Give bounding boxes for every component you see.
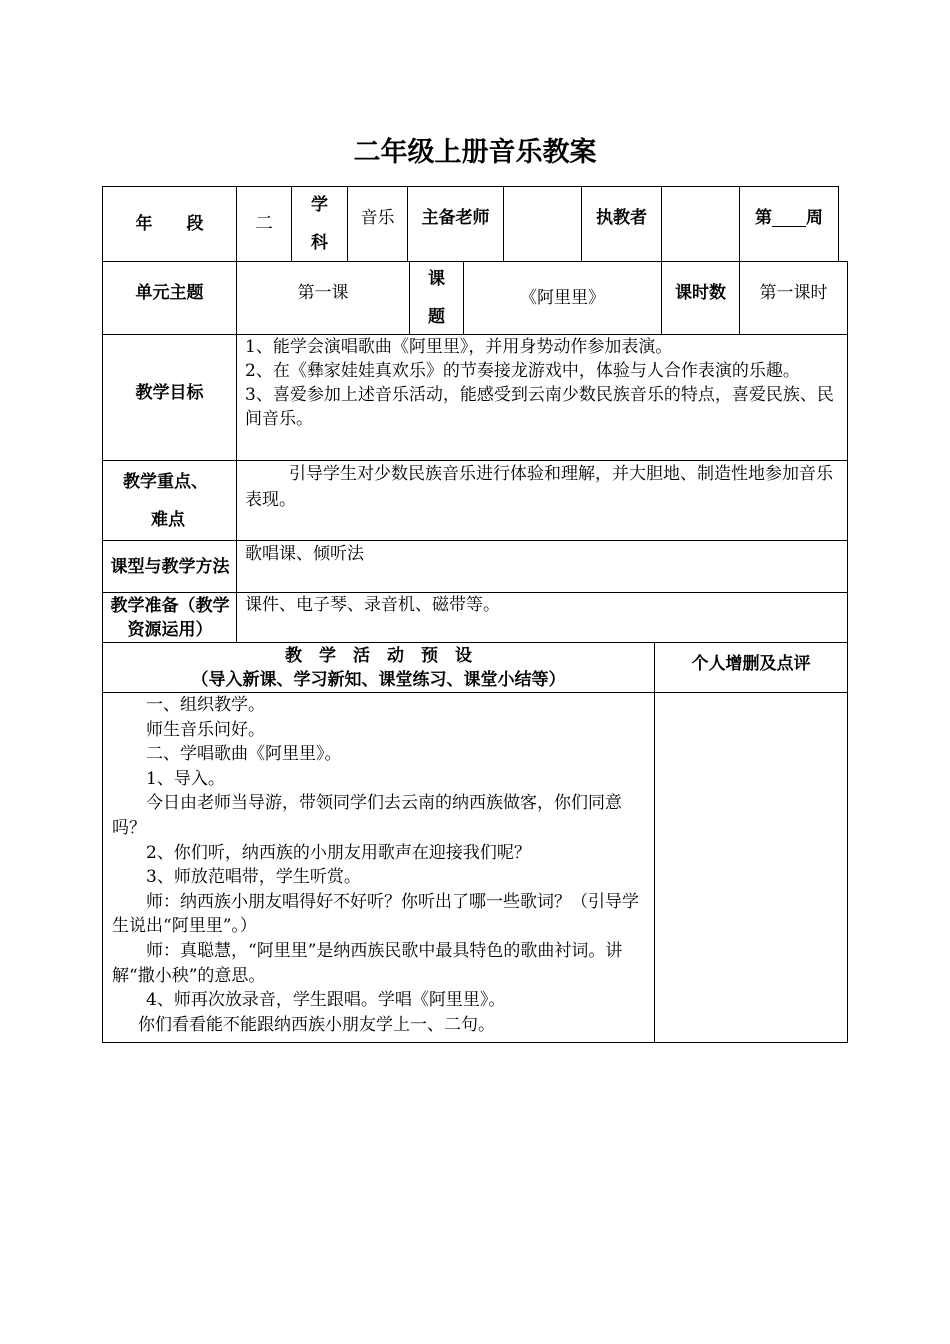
document-title: 二年级上册音乐教案 bbox=[353, 137, 597, 168]
comments-header: 个人增删及点评 bbox=[691, 654, 811, 674]
key-points-label-line2: 难点 bbox=[151, 509, 185, 530]
prep-text: 课件、电子琴、录音机、磁带等。 bbox=[245, 595, 500, 615]
activity-line: 二、学唱歌曲《阿里里》。 bbox=[146, 744, 342, 765]
grid-line bbox=[847, 261, 848, 1043]
grid-line bbox=[838, 186, 839, 262]
activity-line: 师生音乐问好。 bbox=[146, 719, 265, 740]
subject-label-char1: 学 bbox=[311, 195, 328, 215]
activity-line: 3、师放范唱带，学生听赏。 bbox=[146, 867, 361, 888]
hours-label: 课时数 bbox=[675, 283, 726, 303]
lead-teacher-value bbox=[504, 187, 581, 249]
grid-line bbox=[102, 1042, 848, 1043]
lead-teacher-label: 主备老师 bbox=[421, 208, 490, 228]
lesson-label-char1: 课 bbox=[428, 269, 445, 289]
activity-line: 师：纳西族小朋友唱得好不好听？你听出了哪一些歌词？（引导学生说出“阿里里”。） bbox=[112, 891, 639, 937]
activity-line: 师：真聪慧，“阿里里”是纳西族民歌中最具特色的歌曲衬词。讲解“撒小秧”的意思。 bbox=[112, 940, 623, 986]
teacher-value bbox=[662, 187, 739, 249]
grade-label-char2: 段 bbox=[186, 214, 204, 234]
teacher-label: 执教者 bbox=[596, 208, 647, 228]
activity-line: 2、你们听，纳西族的小朋友用歌声在迎接我们呢？ bbox=[146, 842, 531, 863]
week-blank bbox=[772, 210, 806, 227]
key-points-label bbox=[103, 461, 236, 540]
objective-item: 1、能学会演唱歌曲《阿里里》，并用身势动作参加表演。 bbox=[245, 337, 673, 357]
key-points-text: 引导学生对少数民族音乐进行体验和理解，并大胆地、制造性地参加音乐表现。 bbox=[245, 464, 833, 510]
grade-label bbox=[103, 187, 236, 261]
activity-header bbox=[103, 643, 654, 692]
objectives-label: 教学目标 bbox=[135, 382, 204, 403]
key-points-label-line1: 教学重点、 bbox=[123, 471, 208, 492]
lesson-label-char2: 题 bbox=[428, 307, 445, 327]
method-label: 课型与教学方法 bbox=[110, 556, 230, 577]
activity-line: 一、组织教学。 bbox=[146, 695, 265, 715]
unit-label: 单元主题 bbox=[135, 283, 204, 303]
objective-item: 3、喜爱参加上述音乐活动，能感受到云南少数民族音乐的特点，喜爱民族、民间音乐。 bbox=[245, 385, 834, 429]
method-text: 歌唱课、倾听法 bbox=[245, 544, 364, 564]
lesson-label bbox=[410, 262, 463, 334]
subject-value: 音乐 bbox=[360, 208, 395, 228]
week-prefix: 第 bbox=[755, 208, 772, 228]
activity-line: 今日由老师当导游，带领同学们去云南的纳西族做客，你们同意吗？ bbox=[112, 793, 622, 838]
comments-area bbox=[655, 693, 847, 1042]
grid-line bbox=[236, 334, 237, 643]
activity-line: 4、师再次放录音，学生跟唱。学唱《阿里里》。 bbox=[146, 990, 506, 1011]
subject-label bbox=[292, 187, 347, 261]
activity-content bbox=[112, 693, 642, 1037]
activity-header-title: 教 学 活 动 预 设 bbox=[285, 645, 472, 666]
prep-label: 教学准备（教学资源运用） bbox=[110, 595, 230, 640]
week-suffix: 周 bbox=[806, 208, 823, 228]
subject-label-char2: 科 bbox=[311, 233, 328, 253]
grade-label-char1: 年 bbox=[135, 214, 153, 234]
hours-value: 第一课时 bbox=[759, 283, 828, 303]
activity-header-subtitle: （导入新课、学习新知、课堂练习、课堂小结等） bbox=[191, 669, 566, 690]
unit-value: 第一课 bbox=[297, 283, 349, 303]
activity-line: 你们看看能不能跟纳西族小朋友学上一、二句。 bbox=[138, 1014, 495, 1035]
grade-value: 二 bbox=[255, 213, 273, 234]
lesson-value: 《阿里里》 bbox=[520, 288, 605, 308]
week-field bbox=[740, 187, 838, 249]
objective-item: 2、在《彝家娃娃真欢乐》的节奏接龙游戏中，体验与人合作表演的乐趣。 bbox=[245, 361, 800, 381]
objectives-content bbox=[245, 335, 839, 431]
activity-line: 1、导入。 bbox=[146, 768, 225, 789]
